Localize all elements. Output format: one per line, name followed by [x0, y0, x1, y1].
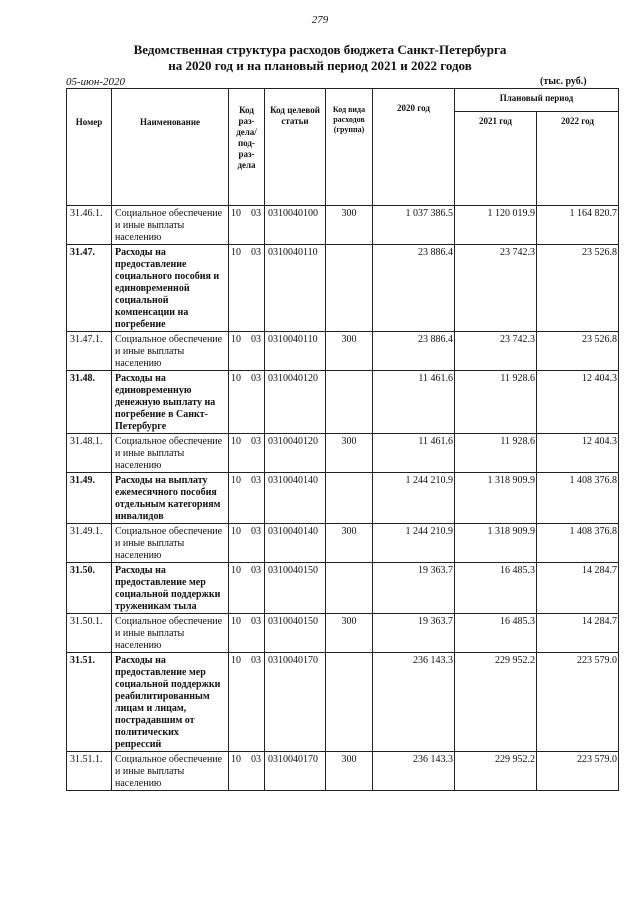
header-name: Наименование: [112, 89, 229, 206]
section-code: 10: [231, 565, 241, 576]
row-value-2021: 11 928.6: [455, 371, 537, 434]
row-name: Социальное обеспечение и иные выплаты населению: [112, 614, 229, 653]
row-name: Социальное обеспечение и иные выплаты населению: [112, 524, 229, 563]
row-value-2022: 1 408 376.8: [537, 473, 619, 524]
row-expense-type: 300: [326, 524, 373, 563]
row-section: [229, 206, 265, 245]
subsection-code: 03: [251, 616, 261, 627]
row-expense-type: [326, 653, 373, 752]
row-value-2021: 23 742.3: [455, 245, 537, 332]
table-row: [67, 332, 619, 371]
row-value-2022: 12 404.3: [537, 371, 619, 434]
header-2020: 2020 год: [373, 89, 455, 206]
row-value-2021: 11 928.6: [455, 434, 537, 473]
row-expense-type: 300: [326, 206, 373, 245]
row-target-code: 0310040120: [265, 371, 326, 434]
row-section: [229, 245, 265, 332]
row-value-2022: 23 526.8: [537, 245, 619, 332]
units-label: (тыс. руб.): [540, 76, 587, 87]
row-name: Расходы на единовременную денежную выплату на погребение в Санкт-Петербурге: [112, 371, 229, 434]
subsection-code: 03: [251, 655, 261, 666]
row-value-2020: 19 363.7: [373, 614, 455, 653]
row-value-2022: 23 526.8: [537, 332, 619, 371]
row-number: 31.50.: [67, 563, 112, 614]
row-value-2020: 236 143.3: [373, 752, 455, 791]
subsection-code: 03: [251, 565, 261, 576]
table-row: [67, 653, 619, 752]
row-value-2021: 16 485.3: [455, 563, 537, 614]
row-target-code: 0310040110: [265, 245, 326, 332]
row-target-code: 0310040170: [265, 752, 326, 791]
row-name: Социальное обеспечение и иные выплаты населению: [112, 434, 229, 473]
table-row: [67, 473, 619, 524]
header-section: Код раз- дела/ под- раз- дела: [229, 89, 265, 206]
subsection-code: 03: [251, 526, 261, 537]
row-section: [229, 563, 265, 614]
row-name: Социальное обеспечение и иные выплаты населению: [112, 752, 229, 791]
row-section: [229, 371, 265, 434]
subsection-code: 03: [251, 475, 261, 486]
section-code: 10: [231, 655, 241, 666]
row-value-2022: 14 284.7: [537, 614, 619, 653]
subsection-code: 03: [251, 247, 261, 258]
row-name: Расходы на предоставление мер социальной поддержки труженикам тыла: [112, 563, 229, 614]
row-value-2022: 223 579.0: [537, 653, 619, 752]
header-planned: Плановый период: [455, 89, 619, 112]
table-row: [67, 614, 619, 653]
row-name: Расходы на выплату ежемесячного пособия отдельным категориям инвалидов: [112, 473, 229, 524]
header-number: Номер: [67, 89, 112, 206]
table-row: [67, 206, 619, 245]
row-expense-type: 300: [326, 614, 373, 653]
table-row: [67, 434, 619, 473]
row-expense-type: [326, 371, 373, 434]
row-target-code: 0310040170: [265, 653, 326, 752]
row-value-2020: 23 886.4: [373, 332, 455, 371]
row-value-2020: 1 244 210.9: [373, 524, 455, 563]
row-section: [229, 332, 265, 371]
row-value-2022: 1 164 820.7: [537, 206, 619, 245]
row-number: 31.49.: [67, 473, 112, 524]
table-row: [67, 524, 619, 563]
row-value-2021: 1 120 019.9: [455, 206, 537, 245]
row-value-2022: 12 404.3: [537, 434, 619, 473]
row-number: 31.50.1.: [67, 614, 112, 653]
row-section: [229, 653, 265, 752]
row-number: 31.47.1.: [67, 332, 112, 371]
section-code: 10: [231, 754, 241, 765]
section-code: 10: [231, 436, 241, 447]
row-value-2021: 229 952.2: [455, 752, 537, 791]
row-target-code: 0310040150: [265, 563, 326, 614]
row-section: [229, 434, 265, 473]
row-value-2020: 11 461.6: [373, 371, 455, 434]
section-code: 10: [231, 616, 241, 627]
row-target-code: 0310040140: [265, 524, 326, 563]
row-expense-type: [326, 563, 373, 614]
row-value-2020: 236 143.3: [373, 653, 455, 752]
row-expense-type: 300: [326, 752, 373, 791]
header-vid: Код вида расходов (группа): [326, 89, 373, 206]
row-expense-type: [326, 473, 373, 524]
row-target-code: 0310040110: [265, 332, 326, 371]
row-target-code: 0310040150: [265, 614, 326, 653]
row-name: Социальное обеспечение и иные выплаты населению: [112, 206, 229, 245]
title-line-2: на 2020 год и на плановый период 2021 и 2022 годов: [168, 58, 472, 73]
row-expense-type: 300: [326, 332, 373, 371]
row-value-2020: 1 244 210.9: [373, 473, 455, 524]
header-2022: 2022 год: [537, 112, 619, 206]
row-number: 31.51.: [67, 653, 112, 752]
row-expense-type: 300: [326, 434, 373, 473]
row-value-2021: 1 318 909.9: [455, 524, 537, 563]
row-value-2020: 11 461.6: [373, 434, 455, 473]
budget-table: [66, 88, 619, 791]
row-target-code: 0310040120: [265, 434, 326, 473]
row-value-2022: 14 284.7: [537, 563, 619, 614]
subsection-code: 03: [251, 754, 261, 765]
row-value-2022: 223 579.0: [537, 752, 619, 791]
row-name: Расходы на предоставление мер социальной поддержки реабилитированным лицам и лицам, пострадавшим от политических репрессий: [112, 653, 229, 752]
row-name: Расходы на предоставление социального пособия и единовременной социальной компенсации на погребение: [112, 245, 229, 332]
row-number: 31.47.: [67, 245, 112, 332]
row-number: 31.48.: [67, 371, 112, 434]
section-code: 10: [231, 334, 241, 345]
section-code: 10: [231, 208, 241, 219]
table-row: [67, 245, 619, 332]
section-code: 10: [231, 373, 241, 384]
row-number: 31.49.1.: [67, 524, 112, 563]
header-2021: 2021 год: [455, 112, 537, 206]
row-section: [229, 614, 265, 653]
row-value-2021: 229 952.2: [455, 653, 537, 752]
row-number: 31.51.1.: [67, 752, 112, 791]
row-section: [229, 752, 265, 791]
document-date: 05-июн-2020: [66, 76, 126, 88]
row-value-2021: 16 485.3: [455, 614, 537, 653]
row-value-2020: 19 363.7: [373, 563, 455, 614]
document-title: [0, 42, 640, 74]
table-row: [67, 371, 619, 434]
row-section: [229, 524, 265, 563]
row-number: 31.46.1.: [67, 206, 112, 245]
section-code: 10: [231, 247, 241, 258]
page-number: 279: [311, 14, 329, 26]
row-value-2020: 23 886.4: [373, 245, 455, 332]
row-value-2021: 23 742.3: [455, 332, 537, 371]
header-target: Код целевой статьи: [265, 89, 326, 206]
row-value-2020: 1 037 386.5: [373, 206, 455, 245]
subsection-code: 03: [251, 208, 261, 219]
table-row: [67, 563, 619, 614]
subsection-code: 03: [251, 373, 261, 384]
row-value-2022: 1 408 376.8: [537, 524, 619, 563]
row-number: 31.48.1.: [67, 434, 112, 473]
title-line-1: Ведомственная структура расходов бюджета Санкт-Петербурга: [133, 42, 507, 57]
subsection-code: 03: [251, 436, 261, 447]
section-code: 10: [231, 526, 241, 537]
row-target-code: 0310040140: [265, 473, 326, 524]
row-expense-type: [326, 245, 373, 332]
row-section: [229, 473, 265, 524]
row-name: Социальное обеспечение и иные выплаты населению: [112, 332, 229, 371]
row-value-2021: 1 318 909.9: [455, 473, 537, 524]
row-target-code: 0310040100: [265, 206, 326, 245]
section-code: 10: [231, 475, 241, 486]
table-row: [67, 752, 619, 791]
subsection-code: 03: [251, 334, 261, 345]
